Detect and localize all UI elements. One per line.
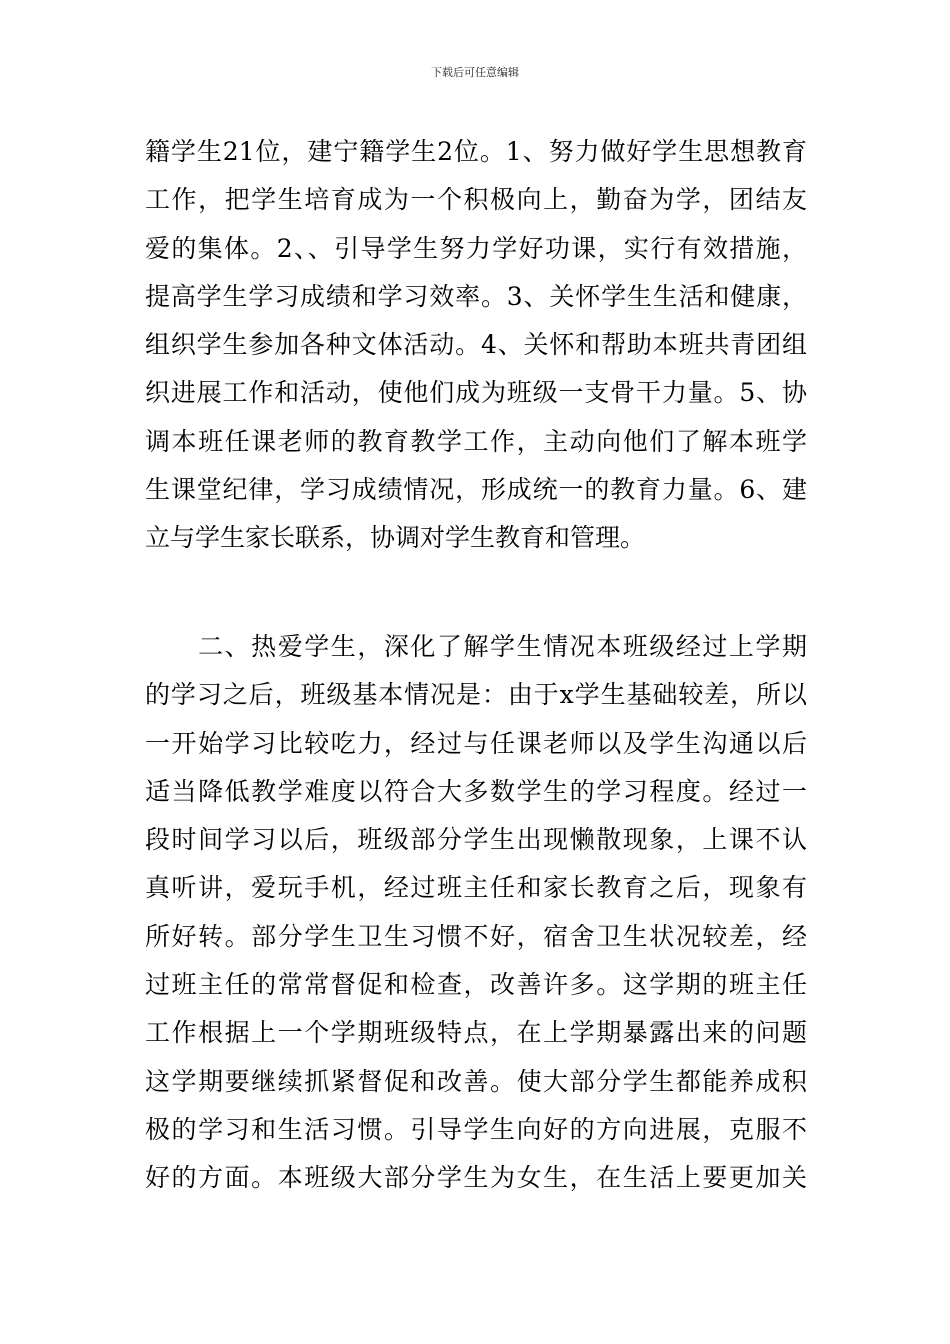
text-line: 工作根据上一个学期班级特点，在上学期暴露出来的问题 (145, 1018, 807, 1048)
text-line: 适当降低教学难度以符合大多数学生的学习程度。经过一 (145, 776, 807, 806)
text-line: 好的方面。本班级大部分学生为女生，在生活上要更加关 (145, 1163, 807, 1193)
text-line: 立与学生家长联系，协调对学生教育和管理。 (145, 523, 646, 553)
text-line: 籍学生21位，建宁籍学生2位。1、努力做好学生思想教育 (145, 137, 807, 166)
text-line: 提高学生学习成绩和学习效率。3、关怀学生生活和健康， (145, 281, 807, 311)
text-line: 工作，把学生培育成为一个积极向上，勤奋为学，团结友 (145, 185, 807, 215)
text-line: 调本班任课老师的教育教学工作，主动向他们了解本班学 (145, 426, 807, 456)
paragraph-1 (145, 128, 807, 563)
text-line: 极的学习和生活习惯。引导学生向好的方向进展，克服不 (145, 1114, 807, 1144)
text-line: 真听讲，爱玩手机，经过班主任和家长教育之后，现象有 (145, 873, 807, 903)
paragraph-2 (145, 623, 807, 1203)
text-line: 组织学生参加各种文体活动。4、关怀和帮助本班共青团组 (145, 330, 807, 360)
text-line: 织进展工作和活动，使他们成为班级一支骨干力量。5、协 (145, 378, 807, 408)
text-line: 爱的集体。2、、引导学生努力学好功课，实行有效措施， (145, 233, 807, 263)
text-line: 这学期要继续抓紧督促和改善。使大部分学生都能养成积 (145, 1066, 807, 1096)
text-line: 的学习之后，班级基本情况是：由于x学生基础较差，所以 (145, 680, 807, 710)
text-line: 生课堂纪律，学习成绩情况，形成统一的教育力量。6、建 (145, 475, 807, 505)
text-line: 二、热爱学生，深化了解学生情况本班级经过上学期 (145, 632, 807, 661)
text-line: 过班主任的常常督促和检查，改善许多。这学期的班主任 (145, 970, 807, 1000)
text-line: 所好转。部分学生卫生习惯不好，宿舍卫生状况较差，经 (145, 921, 807, 951)
text-line: 一开始学习比较吃力，经过与任课老师以及学生沟通以后 (145, 728, 807, 758)
page-header: 下载后可任意编辑 (431, 66, 519, 79)
text-line: 段时间学习以后，班级部分学生出现懒散现象，上课不认 (145, 825, 807, 855)
